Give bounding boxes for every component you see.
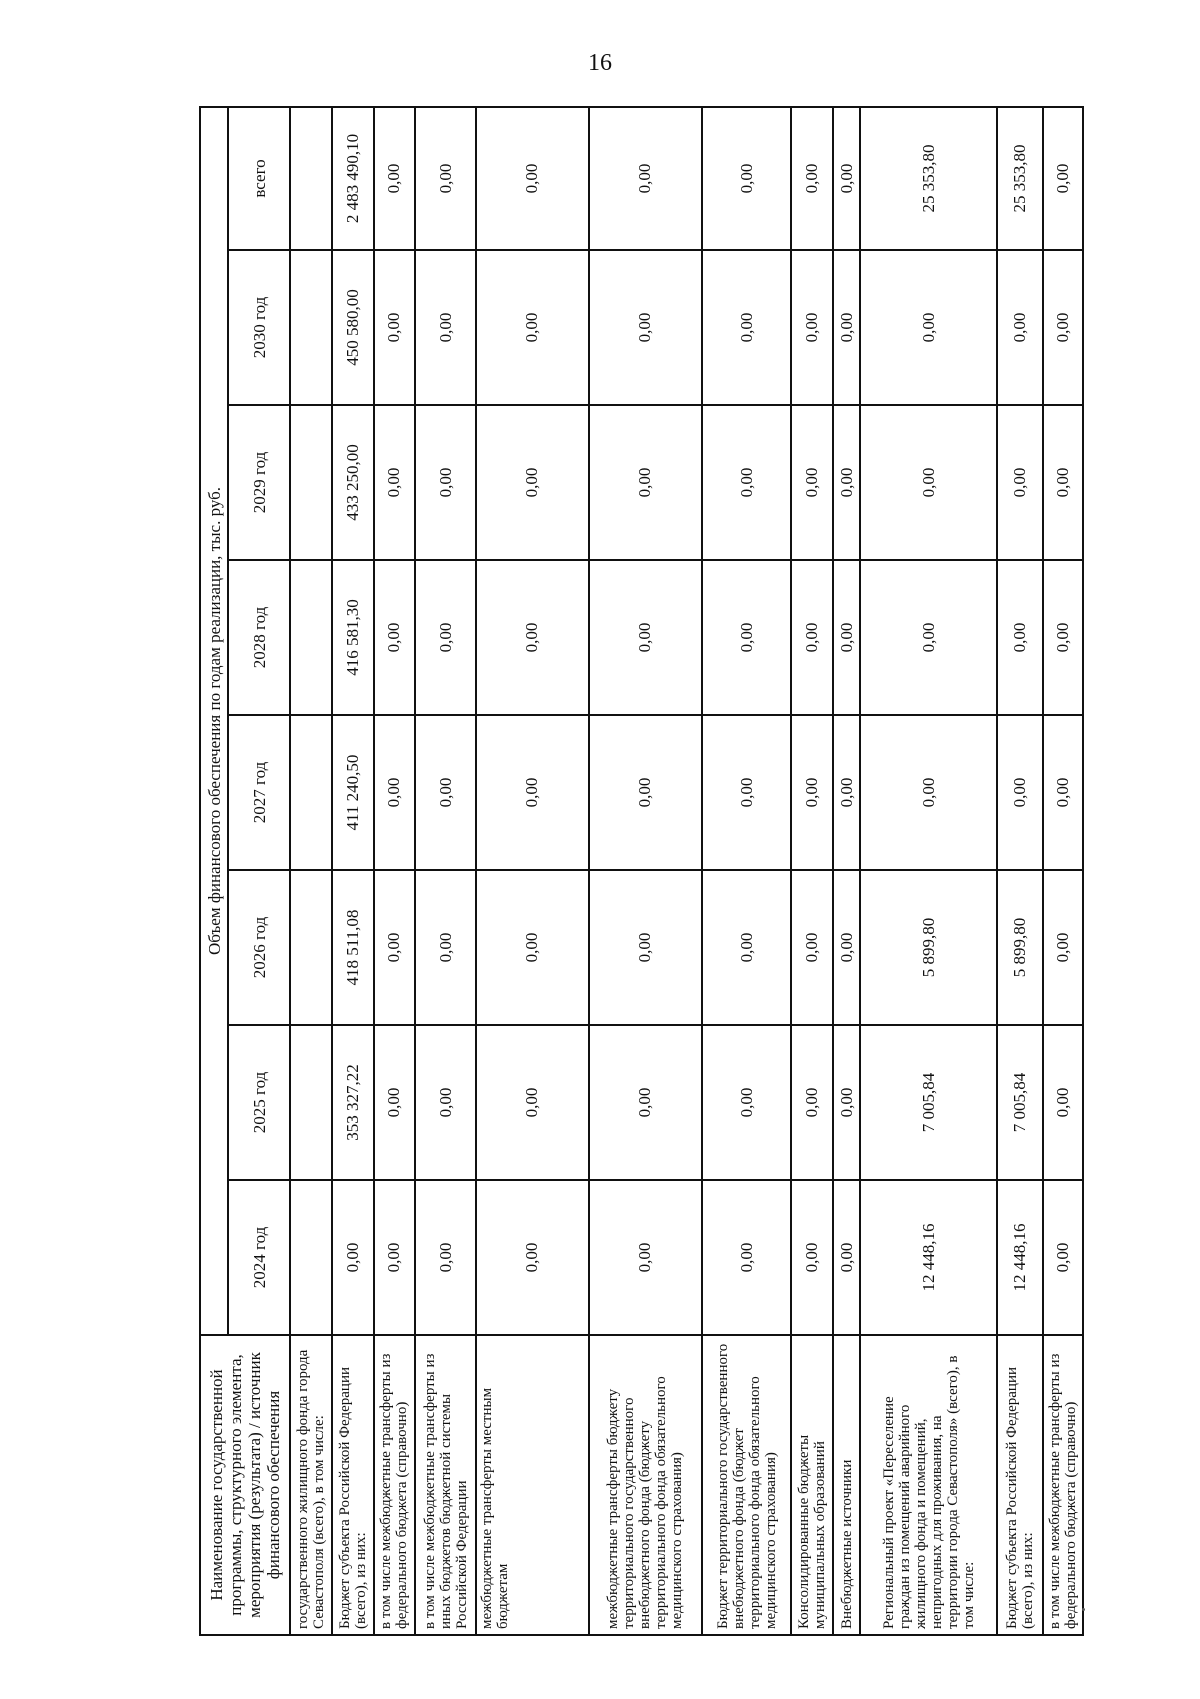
row-value: 0,00 [791,107,833,250]
row-value: 12 448,16 [997,1180,1043,1335]
row-value: 450 580,00 [332,250,374,405]
row-value: 0,00 [589,870,702,1025]
row-name: Консолидированные бюджеты муниципальных образований [791,1335,833,1635]
row-value: 0,00 [997,560,1043,715]
row-value: 7 005,84 [997,1025,1043,1180]
row-value: 0,00 [702,1180,792,1335]
row-value: 0,00 [833,405,860,560]
row-name: Бюджет территориального государственного внебюджетного фонда (бюджет территориального фонда обязательного медицинского страхования) [702,1335,792,1635]
row-value: 7 005,84 [860,1025,997,1180]
row-value: 0,00 [1043,870,1083,1025]
row-value: 0,00 [415,715,476,870]
total-header: всего [228,107,290,250]
row-name: Бюджет субъекта Российской Федерации (всего), из них: [997,1335,1043,1635]
row-value: 0,00 [415,870,476,1025]
row-value: 0,00 [702,405,792,560]
row-value: 0,00 [374,107,416,250]
row-value: 0,00 [374,870,416,1025]
row-value: 0,00 [702,107,792,250]
row-value: 416 581,30 [332,560,374,715]
table-row [290,107,332,1635]
row-value: 353 327,22 [332,1025,374,1180]
row-value: 0,00 [589,107,702,250]
row-value: 0,00 [476,870,589,1025]
row-name: в том числе межбюджетные трансферты из иных бюджетов бюджетной системы Российской Федерации [415,1335,476,1635]
row-value: 0,00 [589,715,702,870]
row-value: 0,00 [476,1180,589,1335]
row-value: 0,00 [702,1025,792,1180]
table-row [589,107,702,1635]
row-value: 0,00 [791,405,833,560]
row-value: 0,00 [589,1180,702,1335]
row-value: 0,00 [332,1180,374,1335]
row-value: 0,00 [997,715,1043,870]
year-header: 2029 год [228,405,290,560]
row-value: 0,00 [589,1025,702,1180]
row-value [290,250,332,405]
row-value: 0,00 [374,1025,416,1180]
row-value: 0,00 [476,405,589,560]
table-row [332,107,374,1635]
row-name: межбюджетные трансферты бюджету территориального государственного внебюджетного фонда (бюджету территориального фонда обязательного медицинского страхования) [589,1335,702,1635]
row-value: 0,00 [1043,1025,1083,1180]
row-value: 0,00 [833,1025,860,1180]
row-value: 0,00 [476,560,589,715]
row-value: 0,00 [997,405,1043,560]
row-value: 0,00 [1043,405,1083,560]
page-number: 16 [588,50,612,76]
row-value: 0,00 [833,715,860,870]
row-value: 0,00 [833,250,860,405]
row-value: 0,00 [1043,107,1083,250]
row-value: 0,00 [476,715,589,870]
row-value: 0,00 [415,1025,476,1180]
row-value: 0,00 [476,107,589,250]
row-value: 0,00 [833,560,860,715]
row-value: 0,00 [997,250,1043,405]
row-value: 0,00 [860,560,997,715]
row-value: 5 899,80 [860,870,997,1025]
row-value: 0,00 [791,1025,833,1180]
row-value: 25 353,80 [997,107,1043,250]
row-value: 0,00 [415,250,476,405]
row-value: 0,00 [415,560,476,715]
row-value [290,405,332,560]
row-value [290,870,332,1025]
row-value: 0,00 [1043,715,1083,870]
row-name: в том числе межбюджетные трансферты из федерального бюджета (справочно) [1043,1335,1083,1635]
row-value: 0,00 [374,560,416,715]
row-value: 0,00 [374,715,416,870]
row-value: 25 353,80 [860,107,997,250]
row-value: 0,00 [702,560,792,715]
row-value: 411 240,50 [332,715,374,870]
year-header: 2030 год [228,250,290,405]
year-header: 2024 год [228,1180,290,1335]
row-value: 0,00 [415,405,476,560]
year-header: 2026 год [228,870,290,1025]
row-value: 0,00 [476,250,589,405]
table-row [374,107,416,1635]
row-name: межбюджетные трансферты местным бюджетам [476,1335,589,1635]
row-name: Внебюджетные источники [833,1335,860,1635]
row-value: 0,00 [860,715,997,870]
row-value: 0,00 [791,250,833,405]
row-value: 0,00 [833,870,860,1025]
row-value: 0,00 [374,250,416,405]
row-value: 0,00 [415,107,476,250]
row-name: Бюджет субъекта Российской Федерации (всего), из них: [332,1335,374,1635]
funding-group-header: Объем финансового обеспечения по годам реализации, тыс. руб. [200,107,228,1335]
row-value: 0,00 [1043,560,1083,715]
row-value: 0,00 [589,405,702,560]
row-value [290,715,332,870]
row-value: 0,00 [589,560,702,715]
row-value: 0,00 [1043,250,1083,405]
table-row [415,107,476,1635]
table-row [997,107,1043,1635]
row-value: 0,00 [374,405,416,560]
row-value [290,1025,332,1180]
financing-table [199,106,1084,1636]
row-value: 0,00 [589,250,702,405]
table-container [199,108,1084,1636]
row-value: 0,00 [791,1180,833,1335]
row-value: 418 511,08 [332,870,374,1025]
row-value: 0,00 [1043,1180,1083,1335]
row-value: 0,00 [374,1180,416,1335]
name-column-header: Наименование государственной программы, структурного элемента, мероприятия (результата) / источник финансового обеспечения [200,1335,290,1635]
scan-speck [1082,1608,1085,1611]
table-row [1043,107,1083,1635]
row-value: 0,00 [415,1180,476,1335]
table-row [860,107,997,1635]
row-name: в том числе межбюджетные трансферты из федерального бюджета (справочно) [374,1335,416,1635]
row-name: государственного жилищного фонда города Севастополя (всего), в том числе: [290,1335,332,1635]
row-value: 0,00 [702,250,792,405]
row-value: 12 448,16 [860,1180,997,1335]
row-value [290,560,332,715]
row-value: 0,00 [791,560,833,715]
row-value [290,1180,332,1335]
row-value: 0,00 [860,405,997,560]
year-header: 2025 год [228,1025,290,1180]
table-row [476,107,589,1635]
row-value: 2 483 490,10 [332,107,374,250]
row-value: 5 899,80 [997,870,1043,1025]
row-value [290,107,332,250]
year-header: 2028 год [228,560,290,715]
table-row [791,107,833,1635]
row-value: 0,00 [476,1025,589,1180]
row-value: 0,00 [702,715,792,870]
table-row [702,107,792,1635]
row-value: 0,00 [833,1180,860,1335]
row-value: 0,00 [860,250,997,405]
row-value: 0,00 [791,870,833,1025]
row-value: 0,00 [791,715,833,870]
row-value: 0,00 [833,107,860,250]
row-value: 0,00 [702,870,792,1025]
row-value: 433 250,00 [332,405,374,560]
table-row [833,107,860,1635]
row-name: Региональный проект «Переселение граждан из помещений аварийного жилищного фонда и помещений, непригодных для проживания, на территории города Севастополя» (всего), в том числе: [860,1335,997,1635]
year-header: 2027 год [228,715,290,870]
